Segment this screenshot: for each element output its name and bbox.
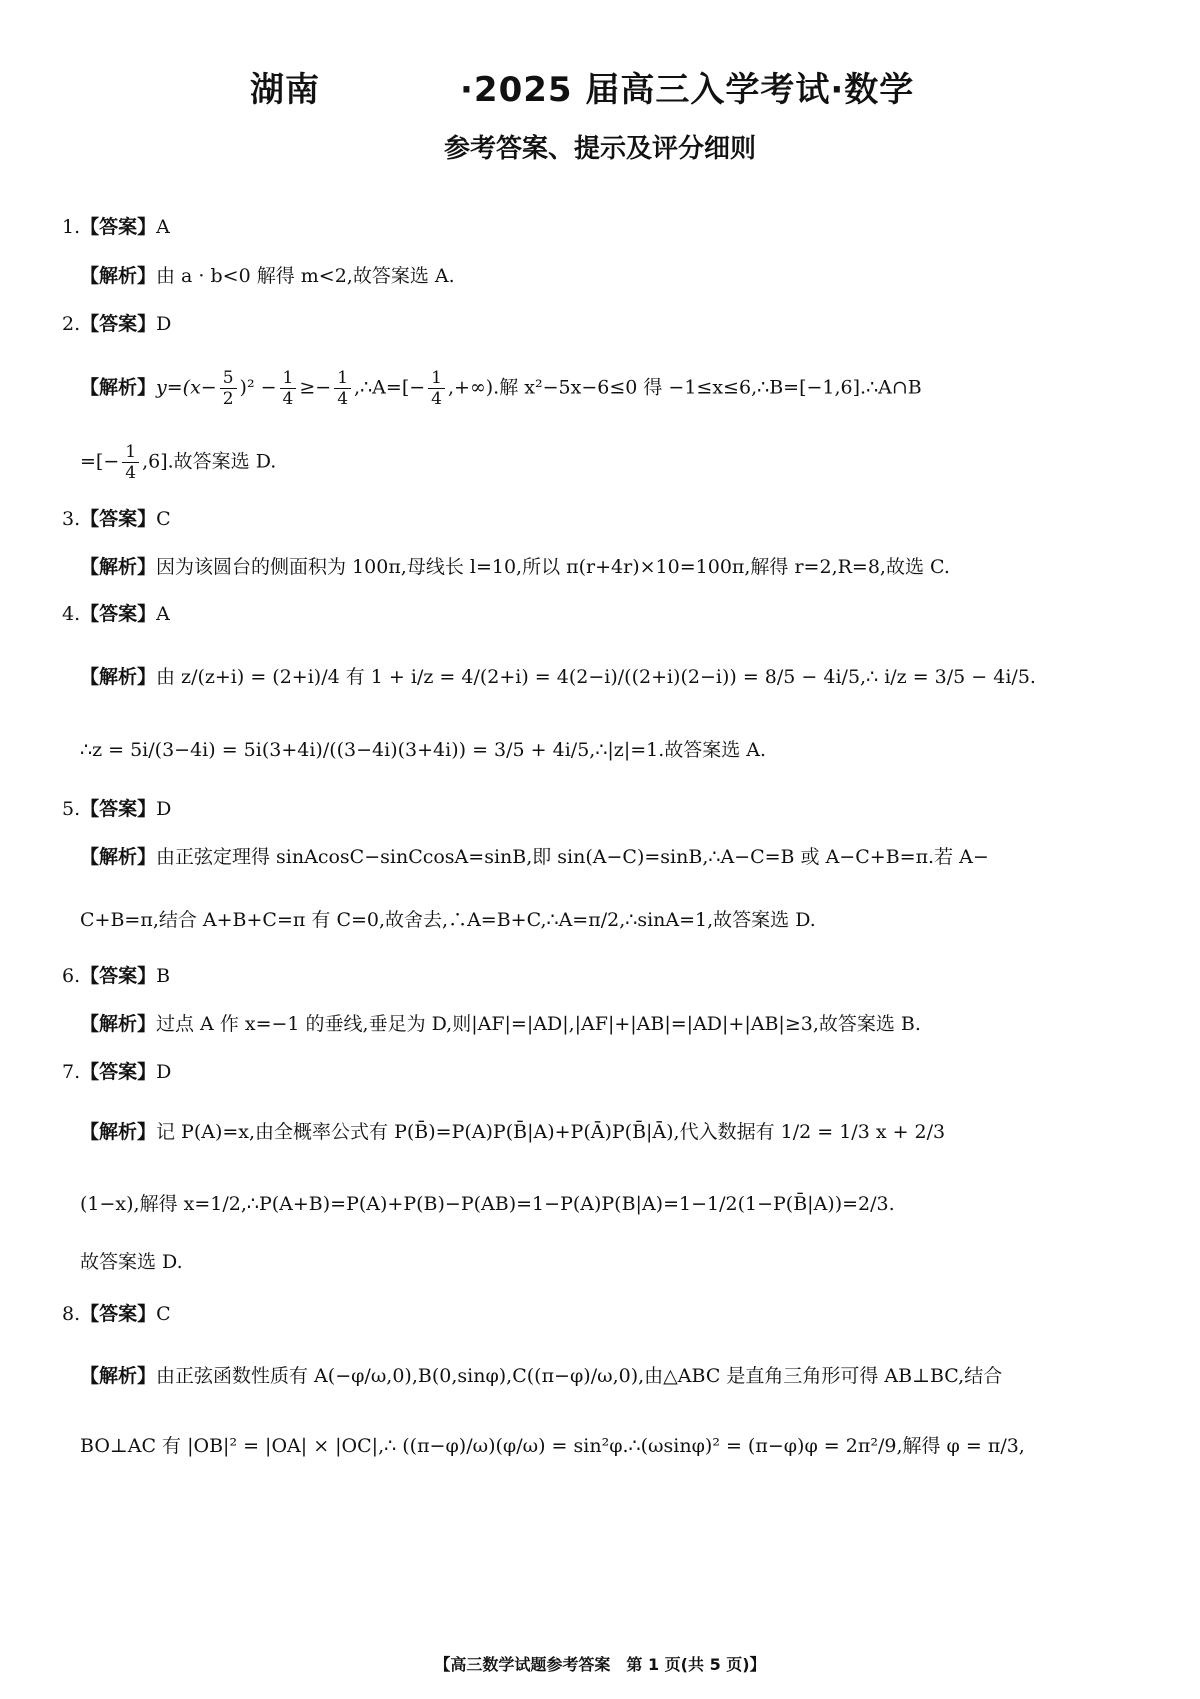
q4-analysis-line-2 <box>80 736 1140 764</box>
q4-analysis-2: ∴z = 5i/(3−4i) = 5i(3+4i)/((3−4i)(3+4i)) = 3/5 + 4i/5,∴|z|=1.故答案选 A. <box>80 739 767 761</box>
q2-expr-2: )² − <box>239 376 277 399</box>
q8-analysis-line-2 <box>80 1432 1140 1460</box>
q4-analysis-line-1 <box>80 663 1140 691</box>
analysis-label: 【解析】 <box>80 556 157 578</box>
q5-analysis-1: 由正弦定理得 sinAcosC−sinCcosA=sinB,即 sin(A−C)=sinB,∴A−C=B 或 A−C+B=π.若 A− <box>156 846 989 868</box>
q7-analysis-2: (1−x),解得 x=1/2,∴P(A+B)=P(A)+P(B)−P(AB)=1−P(A)P(B|A)=1−1/2(1−P(B̄|A))=2/3. <box>80 1193 895 1215</box>
q1-analysis-line <box>80 262 1140 290</box>
region-label: 湖南 <box>250 70 320 110</box>
q2-expr-1: y=(x− <box>156 376 217 399</box>
q7-answer: D <box>156 1061 172 1083</box>
q2-analysis-line-2 <box>80 442 1140 483</box>
q7-analysis-1: 记 P(A)=x,由全概率公式有 P(B̄)=P(A)P(B̄|A)+P(Ā)P(B̄|Ā),代入数据有 1/2 = 1/3 x + 2/3 <box>156 1121 946 1143</box>
q5-analysis-line-1 <box>80 843 1140 871</box>
q6-analysis-line <box>80 1010 1140 1038</box>
fraction: $\frac{1}{4}$ <box>334 368 351 409</box>
q8-analysis-1: 由正弦函数性质有 A(−φ/ω,0),B(0,sinφ),C((π−φ)/ω,0),由△ABC 是直角三角形可得 AB⊥BC,结合 <box>156 1365 1003 1387</box>
q8-answer-line <box>62 1300 1122 1328</box>
analysis-label: 【解析】 <box>80 1121 157 1143</box>
q5-answer: D <box>156 798 172 820</box>
answer-label: 【答案】 <box>80 1061 157 1083</box>
q6-analysis-1: 过点 A 作 x=−1 的垂线,垂足为 D,则|AF|=|AD|,|AF|+|AB|=|AD|+|AB|≥3,故答案选 B. <box>156 1013 921 1035</box>
q1-analysis: 由 a · b<0 解得 m<2,故答案选 A. <box>156 265 455 287</box>
q8-answer: C <box>156 1303 171 1325</box>
q8-number: 8. <box>62 1303 81 1325</box>
q3-answer: C <box>156 508 171 530</box>
analysis-label: 【解析】 <box>80 376 157 399</box>
q3-answer-line <box>62 505 1122 533</box>
q2-analysis-line-1 <box>80 368 1140 409</box>
analysis-label: 【解析】 <box>80 666 157 688</box>
q2-expr-3: ≥− <box>299 376 332 399</box>
q7-analysis-3: 故答案选 D. <box>80 1251 183 1273</box>
answer-label: 【答案】 <box>80 603 157 625</box>
q4-number: 4. <box>62 603 81 625</box>
q7-number: 7. <box>62 1061 81 1083</box>
q7-analysis-line-2 <box>80 1190 1140 1218</box>
answer-label: 【答案】 <box>80 798 157 820</box>
answer-label: 【答案】 <box>80 216 157 238</box>
answer-label: 【答案】 <box>80 1303 157 1325</box>
answer-label: 【答案】 <box>80 313 157 335</box>
fraction: $\frac{5}{2}$ <box>220 368 237 409</box>
exam-title: ·2025 届高三入学考试·数学 <box>460 70 915 110</box>
q2-expr-5: ,+∞).解 x²−5x−6≤0 得 −1≤x≤6,∴B=[−1,6].∴A∩B <box>447 376 922 399</box>
q2-answer-line <box>62 310 1122 338</box>
analysis-label: 【解析】 <box>80 1013 157 1035</box>
q7-answer-line <box>62 1058 1122 1086</box>
q5-analysis-2: C+B=π,结合 A+B+C=π 有 C=0,故舍去,∴A=B+C,∴A=π/2,∴sinA=1,故答案选 D. <box>80 909 816 931</box>
q3-number: 3. <box>62 508 81 530</box>
q6-answer-line <box>62 962 1122 990</box>
q7-analysis-line-3 <box>80 1248 1140 1276</box>
q2-expr-6: =[− <box>80 450 120 473</box>
q6-answer: B <box>156 965 171 987</box>
analysis-label: 【解析】 <box>80 846 157 868</box>
answer-label: 【答案】 <box>80 508 157 530</box>
page-footer: 【高三数学试题参考答案 第 1 页(共 5 页)】 <box>434 1655 766 1674</box>
q2-expr-7: ,6].故答案选 D. <box>142 450 277 473</box>
q2-number: 2. <box>62 313 81 335</box>
q2-answer: D <box>156 313 172 335</box>
fraction: $\frac{1}{4}$ <box>280 368 297 409</box>
answer-label: 【答案】 <box>80 965 157 987</box>
q3-analysis-line <box>80 553 1140 581</box>
q8-analysis-2: BO⊥AC 有 |OB|² = |OA| × |OC|,∴ ((π−φ)/ω)(φ/ω) = sin²φ.∴(ωsinφ)² = (π−φ)φ = 2π²/9,解得 φ = π/3, <box>80 1435 1025 1457</box>
analysis-label: 【解析】 <box>80 265 157 287</box>
q2-expr-4: ,∴A=[− <box>354 376 426 399</box>
fraction: $\frac{1}{4}$ <box>428 368 445 409</box>
q6-number: 6. <box>62 965 81 987</box>
q4-analysis-1: 由 z/(z+i) = (2+i)/4 有 1 + i/z = 4/(2+i) = 4(2−i)/((2+i)(2−i)) = 8/5 − 4i/5,∴ i/z = 3/5 − 4i/5. <box>156 666 1036 688</box>
fraction: $\frac{1}{4}$ <box>122 442 139 483</box>
q4-answer: A <box>156 603 170 625</box>
q3-analysis: 因为该圆台的侧面积为 100π,母线长 l=10,所以 π(r+4r)×10=100π,解得 r=2,R=8,故选 C. <box>156 556 950 578</box>
q5-answer-line <box>62 795 1122 823</box>
q5-number: 5. <box>62 798 81 820</box>
page-subtitle: 参考答案、提示及评分细则 <box>443 134 756 164</box>
q5-analysis-line-2 <box>80 906 1140 934</box>
q7-analysis-line-1 <box>80 1118 1140 1146</box>
q4-answer-line <box>62 600 1122 628</box>
q1-answer: A <box>156 216 170 238</box>
q8-analysis-line-1 <box>80 1362 1140 1390</box>
analysis-label: 【解析】 <box>80 1365 157 1387</box>
q1-number: 1. <box>62 216 81 238</box>
q1-answer-line <box>62 213 1122 241</box>
